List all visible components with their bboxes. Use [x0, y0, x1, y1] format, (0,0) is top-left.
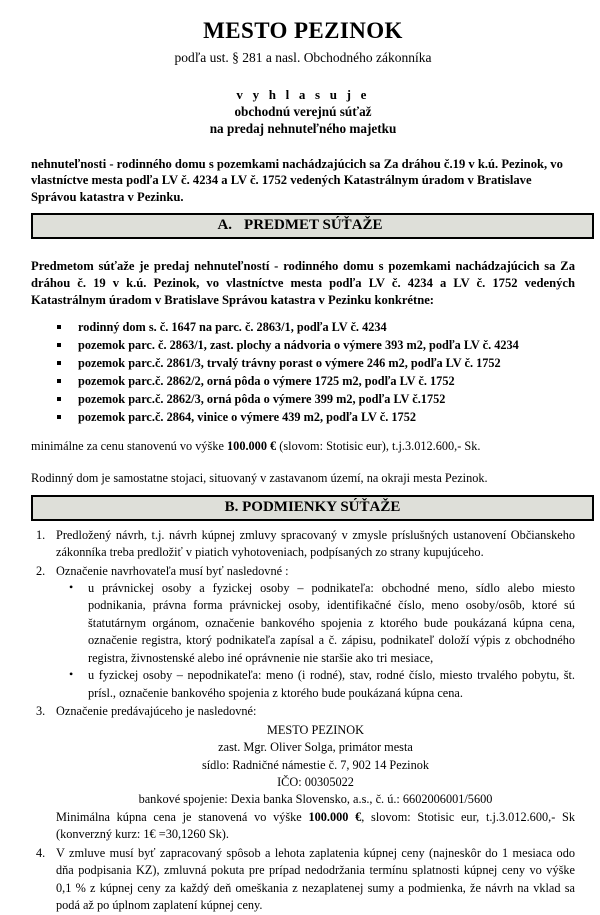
- document-body: [0, 0, 600, 206]
- list-item: pozemok parc. č. 2863/1, zast. plochy a nádvoria o výmere 393 m2, podľa LV č. 4234: [31, 336, 575, 354]
- section-a-header: [31, 213, 594, 239]
- section-a-body: [0, 239, 600, 488]
- seller-details: [56, 722, 575, 809]
- page-title: MESTO PEZINOK: [203, 18, 403, 43]
- minimum-price-amount: 100.000 €: [227, 439, 277, 454]
- condition-2-intro: Označenie navrhovateľa musí byť nasledovné :: [56, 563, 289, 578]
- condition-item-1: Predložený návrh, t.j. návrh kúpnej zmluvy spracovaný v zmysle príslušných ustanovení Občianskeho zákonníka treba predložiť v piatich vyhotoveniach, podpísaných zo strany kupujúceho.: [56, 527, 575, 560]
- condition-item-3: [31, 703, 575, 844]
- condition-item-2: [31, 563, 575, 703]
- section-a-intro: Predmetom súťaže je predaj nehnuteľností - rodinného domu s pozemkami nachádzajúcich sa Za dráhou č. 19 v k.ú. Pezinok, vo vlastníctve mesta podľa LV č. 4234 a LV č. 1752 vedených Katastrálnym úradom v Bratislave Správou katastra v Pezinku konkrétne:: [31, 258, 575, 307]
- section-a-title: PREDMET SÚŤAŽE: [244, 216, 383, 233]
- seller-ico: IČO: 00305022: [277, 774, 354, 789]
- announcement-purpose: na predaj nehnuteľného majetku: [209, 121, 397, 137]
- announcement-block: [31, 86, 575, 138]
- section-b-title: B. PODMIENKY SÚŤAŽE: [224, 498, 401, 515]
- announcement-type: obchodnú verejnú súťaž: [234, 103, 372, 119]
- condition-2-bullets: [56, 580, 575, 702]
- condition-3-price-suffix: , slovom: Stotisic eur, t.j.3.012.600,- Sk (konverzný kurz: 1€ =30,1260 Sk).: [56, 809, 575, 842]
- list-item: rodinný dom s. č. 1647 na parc. č. 2863/1, podľa LV č. 4234: [31, 318, 575, 336]
- list-item: pozemok parc.č. 2862/2, orná pôda o výmere 1725 m2, podľa LV č. 1752: [31, 372, 575, 390]
- list-item: pozemok parc.č. 2861/3, trvalý trávny porast o výmere 246 m2, podľa LV č. 1752: [31, 354, 575, 372]
- condition-3-price-line: [56, 809, 575, 844]
- condition-3-intro: Označenie predávajúceho je nasledovné:: [56, 704, 257, 719]
- condition-3-price-amount: 100.000 €: [308, 809, 362, 824]
- section-a-letter: A.: [217, 216, 233, 233]
- minimum-price-suffix: (slovom: Stotisic eur), t.j.3.012.600,- Sk.: [276, 439, 481, 454]
- section-b-body: [0, 521, 600, 915]
- lead-paragraph: nehnuteľnosti - rodinného domu s pozemkami nachádzajúcich sa Za dráhou č.19 v k.ú. Pezinok, vo vlastníctve mesta podľa LV č. 4234 a LV č. 1752 vedených Katastrálnym úradom v Bratislave Správou katastra v Pezinku.: [31, 156, 563, 205]
- condition-3-price-prefix: Minimálna kúpna cena je stanovená vo výške: [56, 809, 309, 824]
- house-description: Rodinný dom je samostatne stojaci, situovaný v zastavanom území, na okraji mesta Pezinok.: [31, 471, 488, 486]
- seller-representative: zast. Mgr. Oliver Solga, primátor mesta: [218, 740, 413, 755]
- list-item: pozemok parc.č. 2862/3, orná pôda o výmere 399 m2, podľa LV č.1752: [31, 390, 575, 408]
- section-a-item-list: [31, 318, 575, 426]
- condition-item-4: V zmluve musí byť zapracovaný spôsob a lehota zaplatenia kúpnej ceny (najneskôr do 1 mesiaca odo dňa podpisania KZ), zmluvná pokuta pre prípad nedodržania termínu splatnosti kúpnej ceny vo výške 0,1 % z kúpnej ceny za každý deň omeškania z nezaplatenej sumy a podmienka, že návrh na vklad sa podá až po úplnom zaplatení kúpnej ceny.: [56, 845, 575, 913]
- section-b-header: [31, 495, 594, 521]
- announcement-verb: v y h l a s u j e: [236, 86, 370, 102]
- document-subtitle: podľa ust. § 281 a nasl. Obchodného zákonníka: [174, 50, 432, 66]
- section-a-header-text: [217, 217, 407, 233]
- seller-name: MESTO PEZINOK: [266, 722, 365, 737]
- minimum-price-prefix: minimálne za cenu stanovenú vo výške: [31, 439, 228, 454]
- list-item: • u právnickej osoby a fyzickej osoby – podnikateľa: obchodné meno, sídlo alebo miesto podnikania, právna forma právnickej osoby, identifikačné číslo, meno osoby/osôb, ktoré sú štatutárnym orgánom, označenie bankového spojenia z ktorého bude poukázaná kúpna cena, označenie registra, ktorý podnikateľa zapísal a č. zápisu, podnikateľ doloží výpis z obchodného registra, živnostenské alebo iné oprávnenie nie staršie ako tri mesiace,: [56, 580, 575, 667]
- list-item: • u fyzickej osoby – nepodnikateľa: meno (i rodné), stav, rodné číslo, miesto trvalého pobytu, št. prísl., označenie bankového spojenia z ktorého bude poukázaná kúpna cena.: [56, 667, 575, 702]
- section-b-conditions-list: [31, 527, 575, 915]
- seller-bank-account: bankové spojenie: Dexia banka Slovensko, a.s., č. ú.: 6602006001/5600: [138, 792, 493, 807]
- list-item: pozemok parc.č. 2864, vinice o výmere 439 m2, podľa LV č. 1752: [31, 408, 575, 426]
- minimum-price-line: [31, 438, 575, 455]
- seller-address: sídlo: Radničné námestie č. 7, 902 14 Pezinok: [201, 757, 430, 772]
